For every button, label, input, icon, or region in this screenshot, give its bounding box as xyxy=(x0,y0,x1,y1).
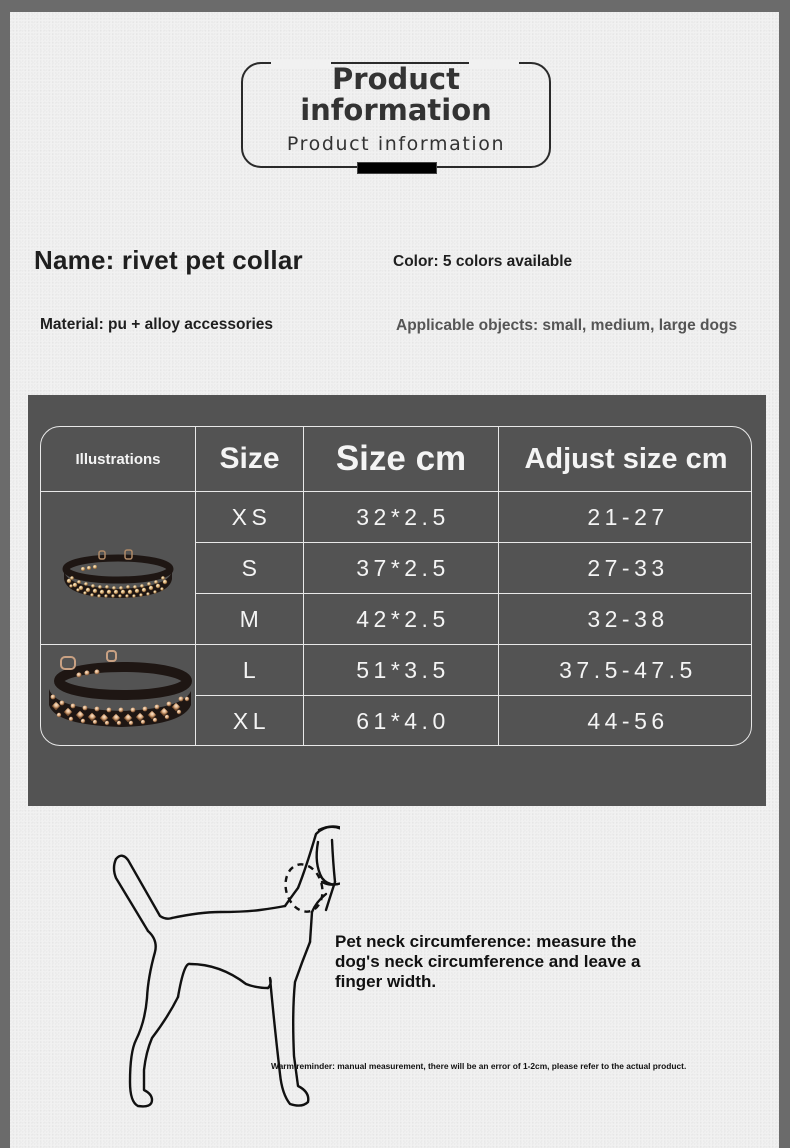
adjust-cm-cell: 27-33 xyxy=(587,554,669,581)
product-name: Name: rivet pet collar xyxy=(34,245,303,275)
size-cm-cell: 32*2.5 xyxy=(356,503,450,530)
page-subtitle: Product information xyxy=(286,133,506,155)
size-cm-cell: 37*2.5 xyxy=(356,554,450,581)
title-underline-bar xyxy=(357,162,437,174)
title-box xyxy=(241,62,551,168)
page-title-line2: information xyxy=(300,93,492,127)
size-cell: L xyxy=(242,656,261,683)
header-size: Size xyxy=(219,442,280,475)
size-cell: XL xyxy=(232,707,271,734)
studded-collar-small-icon xyxy=(59,545,177,601)
studded-collar-large-icon xyxy=(43,649,195,731)
adjust-cm-cell: 44-56 xyxy=(587,707,669,734)
header-size-cm: Size cm xyxy=(335,439,467,478)
product-applicable-objects: Applicable objects: small, medium, large dogs xyxy=(396,317,738,334)
neck-measurement-instruction: Pet neck circumference: measure the dog's neck circumference and leave a finger width. xyxy=(335,932,641,991)
size-cell: M xyxy=(239,605,264,632)
size-cell: XS xyxy=(231,503,272,530)
size-chart-panel xyxy=(28,395,766,806)
page-title-line1: Product xyxy=(332,62,460,96)
adjust-cm-cell: 32-38 xyxy=(587,605,669,632)
header-illustrations: Illustrations xyxy=(75,450,161,468)
size-cm-cell: 61*4.0 xyxy=(356,707,450,734)
product-color: Color: 5 colors available xyxy=(393,253,573,270)
header-adjust-size-cm: Adjust size cm xyxy=(524,442,728,475)
size-cm-cell: 51*3.5 xyxy=(356,656,450,683)
size-cm-cell: 42*2.5 xyxy=(356,605,450,632)
product-info-page xyxy=(10,12,779,1148)
adjust-cm-cell: 21-27 xyxy=(587,503,669,530)
size-cell: S xyxy=(241,554,262,581)
product-material: Material: pu + alloy accessories xyxy=(40,316,274,333)
adjust-cm-cell: 37.5-47.5 xyxy=(559,656,697,683)
page-title xyxy=(243,64,549,126)
warm-reminder-note: Warm reminder: manual measurement, there will be an error of 1-2cm, please refer to the actual product. xyxy=(271,1061,687,1071)
size-table xyxy=(40,426,752,746)
